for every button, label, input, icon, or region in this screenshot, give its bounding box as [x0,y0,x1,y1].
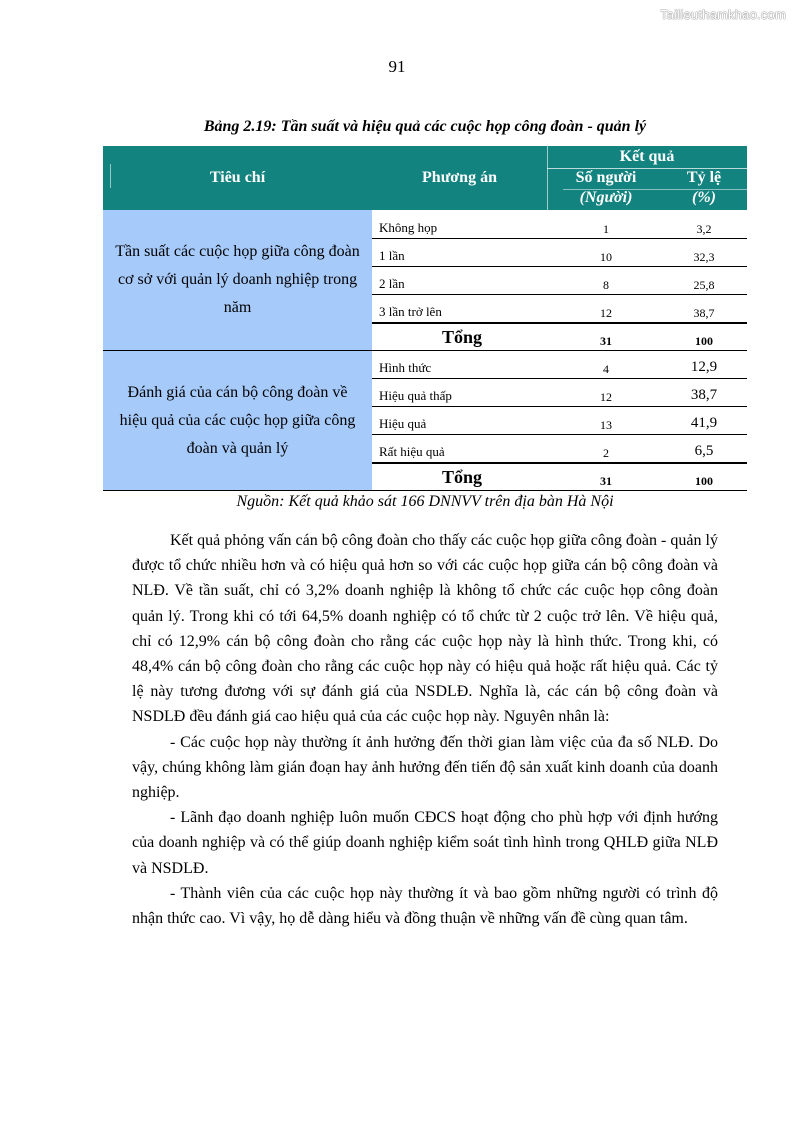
option-cell: Hiệu quả thấp [379,388,452,403]
count-cell: 4 [603,362,609,376]
table-source: Nguồn: Kết quả khảo sát 166 DNNVV trên địa bàn Hà Nội [236,493,614,510]
header-count: Số người [575,169,637,186]
option-cell: 1 lần [379,248,405,263]
body-text [132,528,718,931]
count-cell: 1 [603,222,609,236]
ratio-cell: 6,5 [694,443,714,459]
ratio-cell: 3,2 [696,222,712,236]
ratio-cell: 38,7 [693,306,715,320]
ratio-cell: 41,9 [690,415,718,431]
paragraph: - Lãnh đạo doanh nghiệp luôn muốn CĐCS hoạt động cho phù hợp với định hướng của doanh nghiệp và có thể giúp doanh nghiệp kiểm soát tình hình trong QHLĐ giữa NLĐ và NSDLĐ. [132,809,718,877]
row-divider [372,434,747,435]
option-cell: Rất hiệu quả [379,444,445,459]
paragraph: - Các cuộc họp này thường ít ảnh hưởng đến thời gian làm việc của đa số NLĐ. Do vậy, chúng không làm gián đoạn hay ảnh hưởng đến tiến độ sản xuất kinh doanh của doanh nghiệp. [132,733,718,802]
criteria-effectiveness [103,351,372,490]
ratio-cell: 32,3 [693,250,715,264]
header-criteria: Tiêu chí [209,169,266,186]
header-option: Phương án [422,169,497,186]
paragraph: Kết quả phỏng vấn cán bộ công đoàn cho thấy các cuộc họp giữa công đoàn - quản lý được tổ chức nhiều hơn và có hiệu quả hơn so với các cuộc họp giữa cán bộ công đoàn và NLĐ. Về tần suất, chỉ có 3,2% doanh nghiệp là không tổ chức các cuộc họp công đoàn quản lý. Trong khi có tới 64,5% doanh nghiệp có tổ chức từ 2 cuộc trở lên. Về hiệu quả, chỉ có 12,9% cán bộ công đoàn cho rằng các cuộc họp này là hình thức. Trong khi, có 48,4% cán bộ công đoàn cho rằng các cuộc họp này có hiệu quả hoặc rất hiệu quả. Các tỷ lệ này tương đương với sự đánh giá của NSDLĐ. Nghĩa là, các cán bộ công đoàn và NSDLĐ đều đánh giá cao hiệu quả của các cuộc họp này. Nguyên nhân là: [132,532,718,726]
total-ratio: 100 [695,334,713,348]
total-count: 31 [600,334,612,348]
row-divider [372,378,747,379]
count-cell: 12 [600,306,612,320]
criteria-frequency-text: Tần suất các cuộc họp giữa công đoàn cơ sở với quản lý doanh nghiệp trong năm [115,243,360,316]
header-ratio: Tỷ lệ [686,169,722,186]
header-ratio-unit: (%) [692,189,716,206]
option-cell: 2 lần [379,276,405,291]
row-divider [372,322,747,324]
ratio-cell: 38,7 [690,387,718,403]
count-cell: 8 [603,278,609,292]
total-ratio: 100 [695,474,713,488]
header-count-unit: (Người) [579,189,633,206]
row-divider [372,406,747,407]
option-cell: 3 lần trở lên [379,304,442,319]
ratio-cell: 12,9 [690,359,718,375]
row-divider [372,266,747,267]
count-cell: 12 [600,390,612,404]
table-title: Bảng 2.19: Tần suất và hiệu quả các cuộc họp công đoàn - quản lý [203,118,647,135]
count-cell: 10 [600,250,612,264]
count-cell: 2 [603,446,609,460]
option-cell: Hiệu quả [379,416,427,431]
ratio-cell: 25,8 [693,278,715,292]
table-bottom-border [103,490,747,491]
table-header [103,146,747,210]
total-label: Tổng [441,327,483,347]
paragraph: - Thành viên của các cuộc họp này thường ít và bao gồm những người có trình độ nhận thức cao. Vì vậy, họ dễ dàng hiểu và đồng thuận về những vấn đề cùng quan tâm. [132,884,718,928]
option-cell: Không họp [379,220,438,235]
row-divider [372,238,747,239]
header-result: Kết quả [619,148,675,165]
criteria-effectiveness-text: Đánh giá của cán bộ công đoàn về hiệu quả của các cuộc họp giữa công đoàn và quản lý [119,383,356,457]
total-label: Tổng [441,467,483,487]
page-number: 91 [388,57,406,76]
row-divider [372,462,747,464]
option-cell: Hình thức [379,360,432,375]
watermark: Tailieuthamkhao.com [660,7,786,22]
row-divider [372,294,747,295]
total-count: 31 [600,474,612,488]
count-cell: 13 [600,418,612,432]
criteria-frequency [103,210,372,350]
